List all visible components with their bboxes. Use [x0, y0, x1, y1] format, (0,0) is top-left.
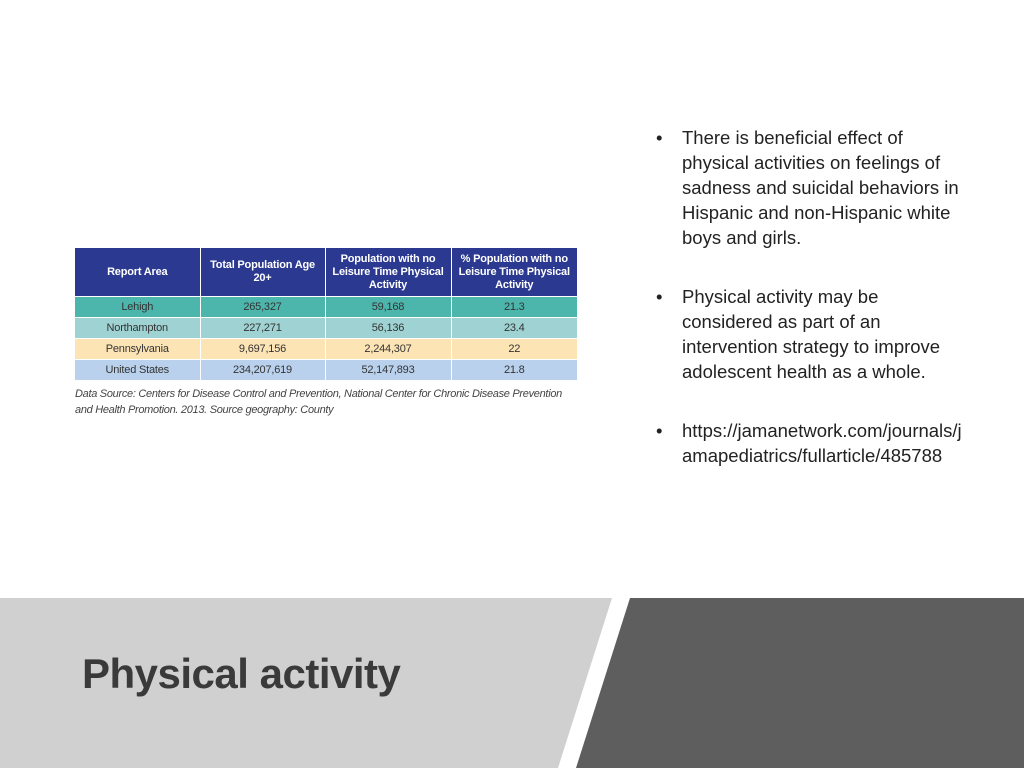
bullet-marker: • [656, 286, 663, 307]
table-row-northampton [75, 318, 577, 339]
table-row-lehigh [75, 297, 577, 318]
column-header-total-population: Total Population Age 20+ [200, 248, 325, 297]
column-header-percent-no-activity: % Population with no Leisure Time Physical Activity [451, 248, 577, 297]
bullet-marker: • [656, 127, 663, 148]
bullet-item [656, 125, 966, 250]
bullet-marker: • [656, 420, 663, 441]
table-row-united-states [75, 360, 577, 381]
data-source-caption: Data Source: Centers for Disease Control and Prevention, National Center for Chronic Disease Prevention and Health Promotion. 2013. Source geography: County [75, 388, 562, 416]
data-table-figure [75, 248, 577, 418]
reference-link[interactable]: https://jamanetwork.com/journals/jamapediatrics/fullarticle/485788 [682, 420, 962, 466]
table-cell: 9,697,156 [200, 339, 325, 360]
column-header-population-no-activity: Population with no Leisure Time Physical Activity [325, 248, 451, 297]
column-header-report-area: Report Area [75, 248, 200, 297]
table-cell: United States [75, 360, 200, 381]
table-cell: 21.3 [451, 297, 577, 318]
table-cell: 21.8 [451, 360, 577, 381]
table-row-pennsylvania [75, 339, 577, 360]
physical-activity-table [75, 248, 577, 380]
dark-panel [576, 598, 1024, 768]
table-cell: 265,327 [200, 297, 325, 318]
bullet-item [656, 418, 966, 468]
table-cell: Pennsylvania [75, 339, 200, 360]
slide-title: Physical activity [82, 650, 401, 697]
table-cell: Lehigh [75, 297, 200, 318]
bullet-text: There is beneficial effect of physical activities on feelings of sadness and suicidal behaviors in Hispanic and non-Hispanic white boys and girls. [682, 127, 959, 248]
table-cell: 227,271 [200, 318, 325, 339]
table-header-row [75, 248, 577, 297]
table-cell: 23.4 [451, 318, 577, 339]
table-cell: 56,136 [325, 318, 451, 339]
bullet-item [656, 284, 966, 384]
table-cell: 59,168 [325, 297, 451, 318]
table-cell: 2,244,307 [325, 339, 451, 360]
table-cell: 22 [451, 339, 577, 360]
bullet-text: Physical activity may be considered as part of an intervention strategy to improve adolescent health as a whole. [682, 286, 941, 382]
bullet-list [656, 125, 966, 502]
table-cell: Northampton [75, 318, 200, 339]
table-cell: 52,147,893 [325, 360, 451, 381]
table-cell: 234,207,619 [200, 360, 325, 381]
